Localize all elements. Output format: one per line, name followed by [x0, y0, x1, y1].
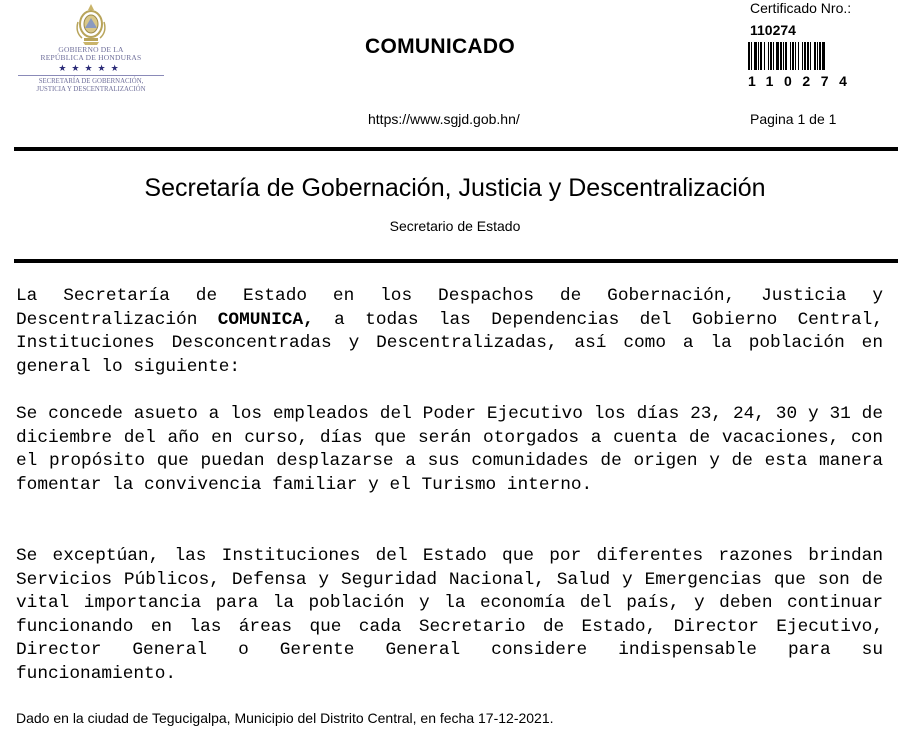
p1-text-start: La Secretaría de Estado en los Despachos de Gobernación, Justicia y Descentralización [16, 286, 883, 330]
logo-sec-line-2: JUSTICIA Y DESCENTRALIZACIÓN [36, 85, 146, 93]
paragraph-holiday: Se concede asueto a los empleados del Poder Ejecutivo los días 23, 24, 30 y 31 de diciembre del año en curso, días que serán otorgados a cuenta de vacaciones, con el propósito que puedan desplazarse a sus comunidades de origen y de esta manera fomentar la convivencia familiar y el Turismo interno. [16, 404, 883, 495]
header-divider [14, 147, 898, 151]
p1-bold-comunica: COMUNICA, [217, 309, 314, 330]
paragraph-announcement [16, 285, 883, 379]
barcode-digits: 110274 [748, 73, 858, 89]
ministry-name: Secretaría de Gobernación, Justicia y Descentralización [144, 174, 766, 202]
page-indicator: Pagina 1 de 1 [750, 111, 837, 127]
paragraph-exceptions: Se exceptúan, las Instituciones del Estado que por diferentes razones brindan Servicios Públicos, Defensa y Seguridad Nacional, Salud y Emergencias que son de vital importancia para la población y la economía del país, y deben continuar funcionando en las áreas que cada Secretario de Estado, Director Ejecutivo, Director General o Gerente General considere indispensable para su funcionamiento. [16, 546, 883, 684]
logo-gov-line-2: REPÚBLICA DE HONDURAS [40, 53, 142, 62]
p1-text-end: a todas las Dependencias del Gobierno Central, Instituciones Desconcentradas y Descentralizadas, así como a la población en general lo siguiente: [16, 309, 883, 377]
barcode-icon [748, 42, 876, 70]
logo-stars: ★★★★★ [58, 63, 124, 73]
issue-date-line: Dado en la ciudad de Tegucigalpa, Municipio del Distrito Central, en fecha 17-12-2021. [16, 710, 554, 726]
government-logo [18, 2, 164, 102]
coat-of-arms-icon [74, 2, 108, 46]
logo-gov-line-1: GOBIERNO DE LA [58, 45, 124, 54]
ministry-role: Secretario de Estado [389, 218, 521, 234]
logo-divider [18, 75, 164, 76]
title-divider [14, 259, 898, 263]
certificate-number: 110274 [750, 22, 796, 38]
document-title: COMUNICADO [365, 35, 515, 58]
certificate-label: Certificado Nro.: [750, 0, 852, 16]
logo-sec-line-1: SECRETARÍA DE GOBERNACIÓN, [38, 78, 144, 85]
website-link[interactable]: https://www.sgjd.gob.hn/ [368, 111, 520, 127]
